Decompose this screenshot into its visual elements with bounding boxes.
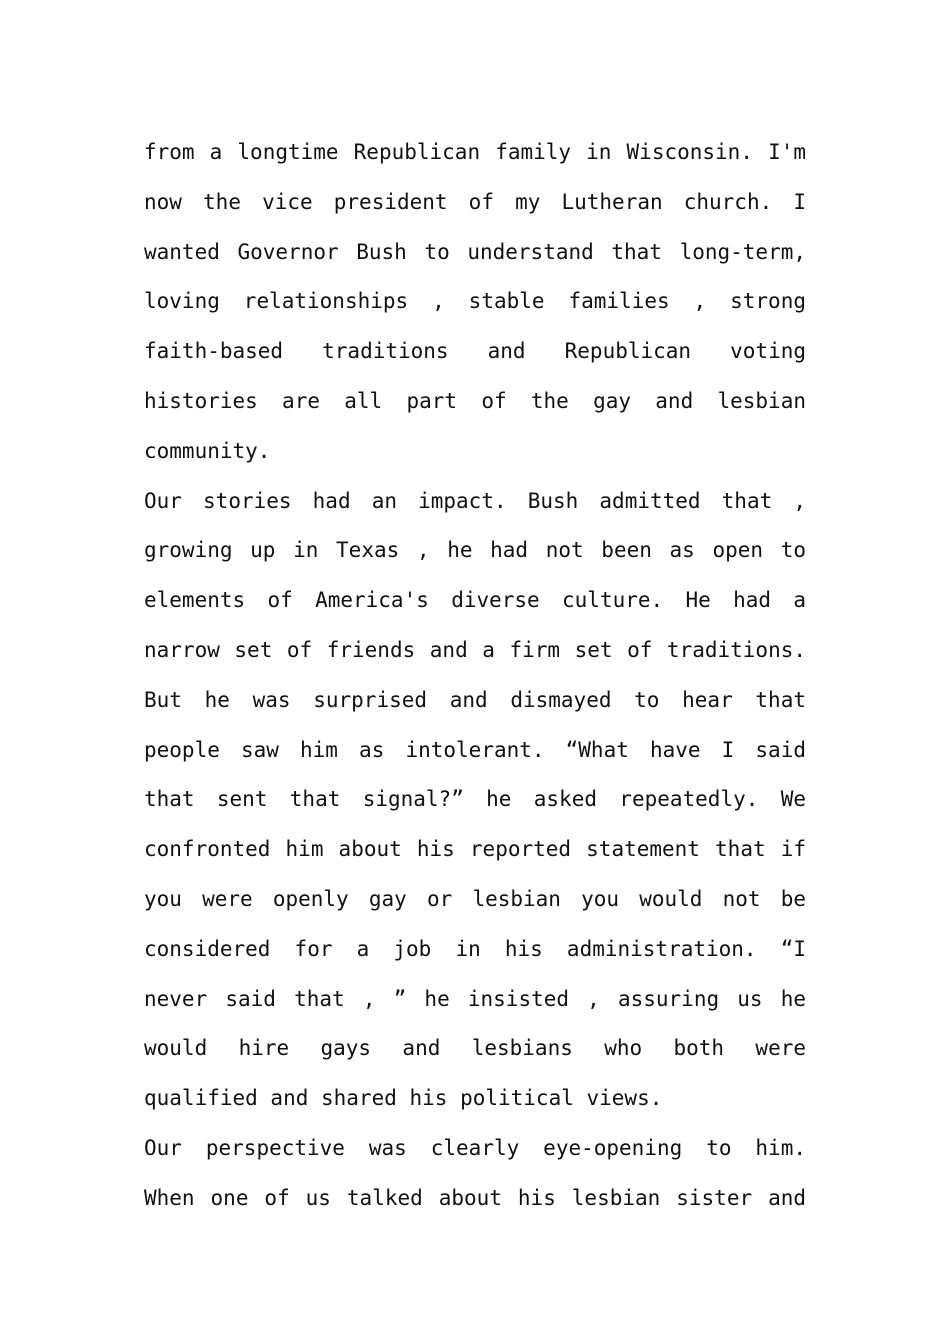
text-line: would hire gays and lesbians who both were <box>144 1036 806 1061</box>
text-line: When one of us talked about his lesbian sister and <box>144 1185 806 1210</box>
text-line: loving relationships , stable families , strong <box>144 289 806 314</box>
text-line: you were openly gay or lesbian you would not be <box>144 886 806 911</box>
text-line: faith-based traditions and Republican voting <box>144 339 806 364</box>
text-line: confronted him about his reported statement that if <box>144 837 806 862</box>
text-line: histories are all part of the gay and lesbian <box>144 388 806 413</box>
text-line: community. <box>144 438 271 463</box>
text-line: now the vice president of my Lutheran church. I <box>144 189 806 214</box>
text-line: never said that , ” he insisted , assuring us he <box>144 986 806 1011</box>
text-line: from a longtime Republican family in Wisconsin. I'm <box>144 140 806 164</box>
text-line: wanted Governor Bush to understand that long-term, <box>144 239 806 264</box>
body-text <box>144 128 806 1224</box>
text-line: people saw him as intolerant. “What have I said <box>144 737 806 762</box>
text-line: narrow set of friends and a firm set of traditions. <box>144 637 806 662</box>
text-line: Our perspective was clearly eye-opening to him. <box>144 1135 806 1160</box>
text-line: Our stories had an impact. Bush admitted that , <box>144 488 806 513</box>
text-line: elements of America's diverse culture. He had a <box>144 588 806 613</box>
text-line: that sent that signal?” he asked repeatedly. We <box>144 787 806 812</box>
text-line: considered for a job in his administration. “I <box>144 936 806 961</box>
text-line: qualified and shared his political views. <box>144 1086 663 1111</box>
text-line: But he was surprised and dismayed to hear that <box>144 687 806 712</box>
text-line: growing up in Texas , he had not been as open to <box>144 538 806 563</box>
